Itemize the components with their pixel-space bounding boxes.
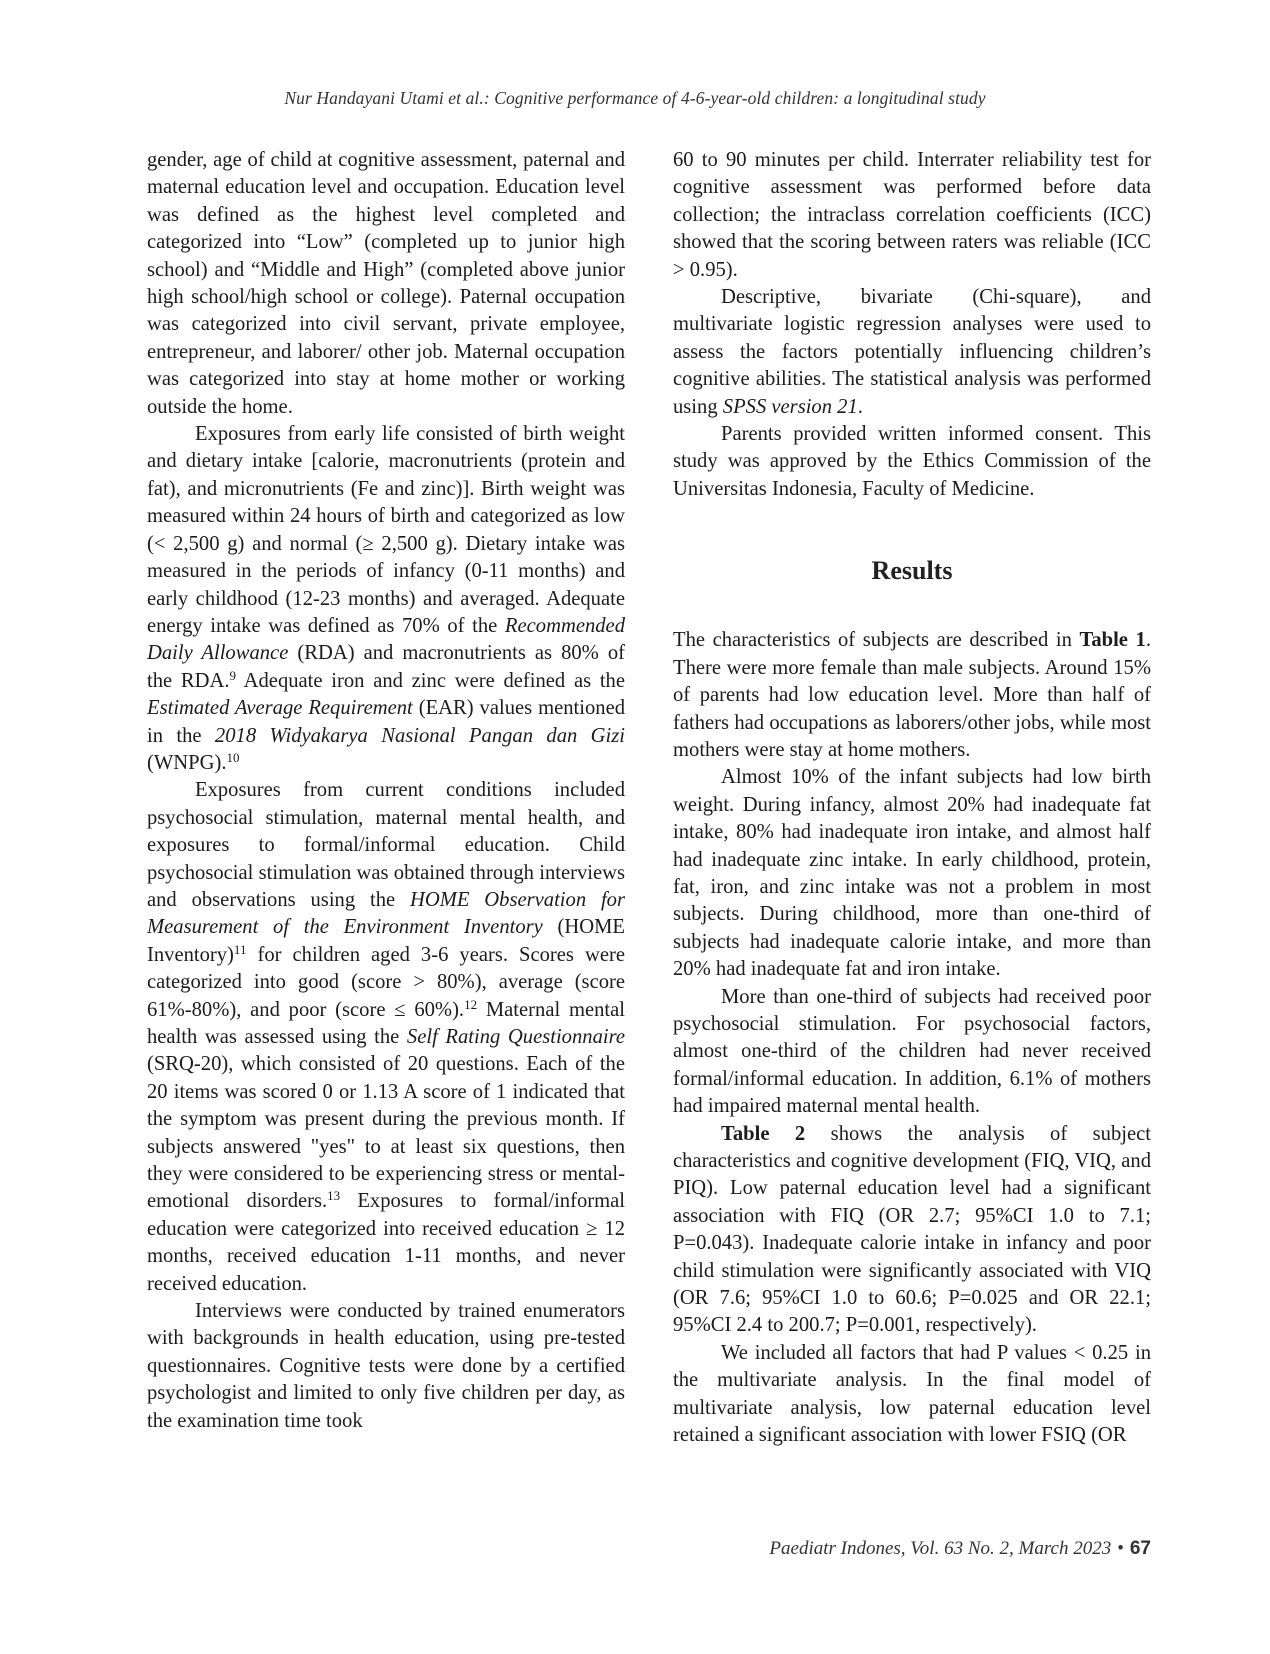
citation-ref: 12 xyxy=(464,996,478,1012)
citation-ref: 9 xyxy=(229,667,237,683)
citation-ref: 11 xyxy=(233,941,247,957)
citation-ref: 10 xyxy=(226,749,240,765)
paragraph-results-multivariate: We included all factors that had P values < 0.25 in the multivariate analysis. In the final model of multivariate analysis, low paternal education level retained a significant association with lower FSIQ (OR xyxy=(673,1341,1151,1447)
paragraph-results-intake: Almost 10% of the infant subjects had low birth weight. During infancy, almost 20% had inadequate fat intake, 80% had inadequate iron intake, and almost half had inadequate zinc intake. In early childhood, protein, fat, iron, and zinc intake was not a problem in most subjects. During childhood, more than one-third of subjects had inadequate calorie intake, and more than 20% had inadequate fat and iron intake. xyxy=(673,766,1151,981)
paragraph-covariates: gender, age of child at cognitive assessment, paternal and maternal education level and occupation. Education level was defined as the highest level completed and categorized into “Low” (completed up to junior high school) and “Middle and High” (completed above junior high school/high school or college). Paternal occupation was categorized into civil servant, private employee, entrepreneur, and laborer/ other job. Maternal occupation was categorized into stay at home mother or working outside the home. xyxy=(147,149,625,418)
page-footer xyxy=(769,1538,1151,1560)
right-column xyxy=(673,147,1151,1449)
paragraph-ethics: Parents provided written informed consent. This study was approved by the Ethics Commission of the Universitas Indonesia, Faculty of Medicine. xyxy=(673,423,1151,500)
left-column xyxy=(147,147,625,1435)
paragraph-statistics: Descriptive, bivariate (Chi-square), and multivariate logistic regression analyses were used to assess the factors potentially influencing children’s cognitive abilities. The statistical analysis was performed using SPSS version 21. xyxy=(673,286,1151,418)
paragraph-results-table2: Table 2 shows the analysis of subject characteristics and cognitive development (FIQ, VIQ, and PIQ). Low paternal education level had a significant association with FIQ (OR 2.7; 95%CI 1.0 to 7.1; P=0.043). Inadequate calorie intake in infancy and poor child stimulation were significantly associated with VIQ (OR 7.6; 95%CI 1.0 to 60.6; P=0.025 and OR 22.1; 95%CI 2.4 to 200.7; P=0.001, respectively). xyxy=(673,1122,1151,1337)
footer-bullet: • xyxy=(1117,1538,1124,1559)
paragraph-results-psychosocial: More than one-third of subjects had received poor psychosocial stimulation. For psychosocial factors, almost one-third of the children had never received formal/informal education. In addition, 6.1% of mothers had impaired maternal mental health. xyxy=(673,985,1151,1118)
paragraph-results-characteristics: The characteristics of subjects are described in Table 1. There were more female than male subjects. Around 15% of parents had low education level. More than half of fathers had occupations as laborers/other jobs, while most mothers were stay at home mothers. xyxy=(673,629,1151,761)
paragraph-early-life-exposures: Exposures from early life consisted of birth weight and dietary intake [calorie, macronutrients (protein and fat), and micronutrients (Fe and zinc)]. Birth weight was measured within 24 hours of birth and categorized as low (< 2,500 g) and normal (≥ 2,500 g). Dietary intake was measured in the periods of infancy (0-11 months) and early childhood (12-23 months) and averaged. Adequate energy intake was defined as 70% of the Recommended Daily Allowance (RDA) and macronutrients as 80% of the RDA.$^9$ Adequate iron and zinc were defined as the Estimated Average Requirement (EAR) values mentioned in the 2018 Widyakarya Nasional Pangan dan Gizi (WNPG).$^{10}$ xyxy=(147,423,626,774)
paragraph-interviews: Interviews were conducted by trained enumerators with backgrounds in health education, using pre-tested questionnaires. Cognitive tests were done by a certified psychologist and limited to only five children per day, as the examination time took xyxy=(147,1300,625,1432)
journal-citation: Paediatr Indones, Vol. 63 No. 2, March 2023 xyxy=(769,1538,1112,1559)
paragraph-current-exposures: Exposures from current conditions included psychosocial stimulation, maternal mental health, and exposures to formal/informal education. Child psychosocial stimulation was obtained through interviews and observations using the HOME Observation for Measurement of the Environment Inventory (HOME Inventory)$^{11}$ for children aged 3-6 years. Scores were categorized into good (score > 80%), average (score 61%-80%), and poor (score ≤ 60%).$^{12}$ Maternal mental health was assessed using the Self Rating Questionnaire (SRQ-20), which consisted of 20 questions. Each of the 20 items was scored 0 or 1.13 A score of 1 indicated that the symptom was present during the previous month. If subjects answered "yes" to at least six questions, then they were considered to be experiencing stress or mental-emotional disorders.$^{13}$ Exposures to formal/informal education were categorized into received education ≥ 12 months, received education 1-11 months, and never received education. xyxy=(147,779,625,1295)
running-head: Nur Handayani Utami et al.: Cognitive performance of 4-6-year-old children: a longitudinal study xyxy=(284,88,986,108)
citation-ref: 13 xyxy=(327,1188,341,1204)
section-heading-results: Results xyxy=(871,556,953,586)
paragraph-interrater: 60 to 90 minutes per child. Interrater reliability test for cognitive assessment was performed before data collection; the intraclass correlation coefficients (ICC) showed that the scoring between raters was reliable (ICC > 0.95). xyxy=(673,149,1151,281)
page-number: 67 xyxy=(1129,1538,1151,1559)
